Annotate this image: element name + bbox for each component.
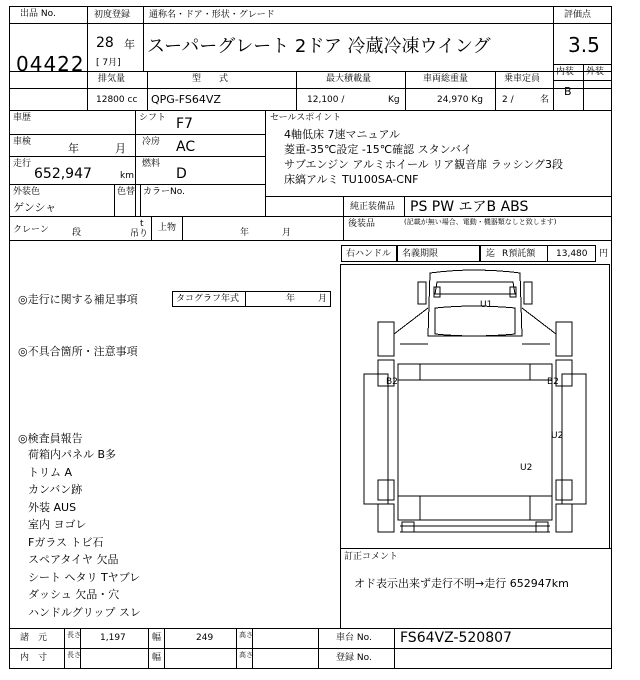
mileage-unit: km: [120, 171, 134, 181]
inspection-label: 車検: [13, 137, 32, 147]
correction-title: 訂正コメント: [344, 552, 399, 562]
mileage-label: 走行: [13, 159, 32, 169]
steering-side: 右ハンドル: [346, 249, 392, 259]
ac-value: AC: [176, 139, 196, 155]
damage-mark-u1: U1: [480, 300, 493, 310]
factory-equipment: PS PW エアB ABS: [410, 199, 529, 215]
odometer-label: 迄: [486, 249, 496, 259]
crane-stage: 段: [72, 228, 82, 238]
shift-label: シフト: [139, 113, 167, 123]
width-value: 249: [196, 633, 214, 643]
chassis-label: 車台 No.: [336, 633, 372, 643]
recycle-fee-unit: 円: [599, 249, 609, 259]
inspector-report-line: 室内 ヨゴレ: [28, 518, 87, 531]
title-transfer-label: 名義期限: [402, 249, 439, 259]
crane-label: クレーン: [13, 225, 49, 235]
history-label: 車歴: [13, 113, 32, 123]
displacement: 12800 cc: [96, 95, 138, 105]
inspection-year: 年: [68, 142, 79, 155]
inner-width-label: 幅: [152, 653, 162, 663]
vehicle-name-label: 通称名・ドア・形状・グレード: [149, 10, 275, 20]
tachograph-month: 月: [318, 294, 328, 304]
aftermarket-note: (記載が無い場合、電動・機器類なしと致します): [404, 218, 557, 226]
correction-text: オド表示出来ず走行不明→走行 652947km: [354, 577, 569, 590]
capacity: 2 /: [502, 95, 514, 105]
color-value: ゲンシャ: [13, 201, 57, 214]
max-load: 12,100 /: [307, 95, 345, 105]
upper-year: 年: [240, 228, 250, 238]
score-label: 評価点: [564, 10, 592, 20]
color-label: 外装色: [13, 187, 41, 197]
crane-tonnage: t: [140, 219, 144, 229]
aftermarket-label: 後装品: [348, 219, 376, 229]
color-number-label: カラーNo.: [143, 187, 185, 197]
inspector-report-line: シート ヘタリ Tヤブレ: [28, 570, 141, 584]
vehicle-name: スーパーグレート 2ドア 冷蔵冷凍ウイング: [147, 36, 491, 57]
model-label: 型 式: [192, 74, 229, 84]
defects-title: ◎不具合箇所・注意事項: [18, 345, 138, 358]
lot-label: 出品 No.: [20, 9, 56, 19]
tachograph-label: タコグラフ年式: [176, 294, 240, 304]
upper-month: 月: [282, 228, 292, 238]
gross-weight-label: 車両総重量: [423, 74, 469, 84]
lot-number: 04422: [16, 52, 85, 76]
inner-dims-label: 内 寸: [20, 653, 48, 663]
inner-length-label: 長さ: [67, 651, 81, 659]
crane-hang: 吊り: [130, 229, 149, 239]
registration-label: 登録 No.: [336, 653, 372, 663]
first-reg-label: 初度登録: [94, 10, 131, 20]
first-reg-year: 28: [96, 35, 114, 51]
upper-label: 上物: [158, 223, 177, 233]
damage-mark-u2-lower: U2: [520, 463, 533, 473]
recycle-fee-label: R預託額: [502, 249, 536, 259]
height-label: 高さ: [239, 631, 253, 639]
driving-notes-title: ◎走行に関する補足事項: [18, 293, 138, 306]
gross-weight: 24,970 Kg: [437, 95, 483, 105]
length-label: 長さ: [67, 631, 81, 639]
width-label: 幅: [152, 633, 162, 643]
shift-value: F7: [176, 116, 193, 132]
model: QPG-FS64VZ: [151, 93, 221, 106]
chassis-number: FS64VZ-520807: [400, 630, 512, 646]
fuel-value: D: [176, 166, 187, 182]
inspector-report-line: トリム A: [28, 465, 73, 479]
inspector-report-line: Fガラス トビ石: [28, 535, 104, 549]
vehicle-damage-diagram: [340, 264, 610, 549]
inspector-report-line: スペアタイヤ 欠品: [28, 553, 119, 566]
capacity-unit: 名: [540, 95, 550, 105]
sales-point-line: 菱重-35℃設定 -15℃確認 スタンバイ: [284, 143, 472, 156]
mileage-value: 652,947: [34, 166, 92, 182]
inspector-report-title: ◎検査員報告: [18, 432, 83, 445]
factory-equipment-label: 純正装備品: [350, 202, 396, 212]
interior-grade: B: [564, 85, 572, 98]
inspector-report-line: 荷箱内パネル B多: [28, 448, 117, 461]
sales-point-line: 床縞アルミ TU100SA-CNF: [284, 173, 419, 186]
inspection-month: 月: [115, 142, 126, 155]
inspector-report-line: 外装 AUS: [28, 500, 77, 514]
capacity-label: 乗車定員: [504, 74, 541, 84]
sales-point-line: サブエンジン アルミホイール リア観音扉 ラッシング3段: [284, 158, 564, 171]
inspector-report-line: ダッシュ 欠品・穴: [28, 588, 120, 601]
fuel-label: 燃料: [142, 159, 161, 169]
max-load-label: 最大積載量: [326, 74, 372, 84]
dims-label: 諸 元: [20, 633, 48, 643]
inspector-report-line: ハンドルグリップ スレ: [28, 605, 141, 619]
tachograph-year: 年: [286, 294, 296, 304]
color-change-label: 色替: [117, 187, 136, 197]
damage-mark-u2-upper: U2: [551, 431, 564, 441]
ac-label: 冷房: [142, 137, 161, 147]
exterior-label: 外装: [586, 67, 605, 77]
recycle-fee: 13,480: [556, 249, 588, 259]
interior-label: 内装: [556, 67, 575, 77]
first-reg-month: [ 7月]: [96, 58, 121, 68]
sales-point-line: 4軸低床 7速マニュアル: [284, 128, 401, 141]
sales-points-title: セールスポイント: [270, 113, 342, 123]
max-load-unit: Kg: [388, 95, 400, 105]
damage-mark-b2-left: B2: [386, 377, 398, 387]
inner-height-label: 高さ: [239, 651, 253, 659]
inspector-report-line: カンバン跡: [28, 483, 83, 496]
length-value: 1,197: [100, 633, 126, 643]
damage-mark-b2-right: B2: [547, 377, 559, 387]
score-value: 3.5: [568, 33, 600, 57]
displacement-label: 排気量: [98, 74, 126, 84]
first-reg-year-unit: 年: [124, 38, 135, 51]
